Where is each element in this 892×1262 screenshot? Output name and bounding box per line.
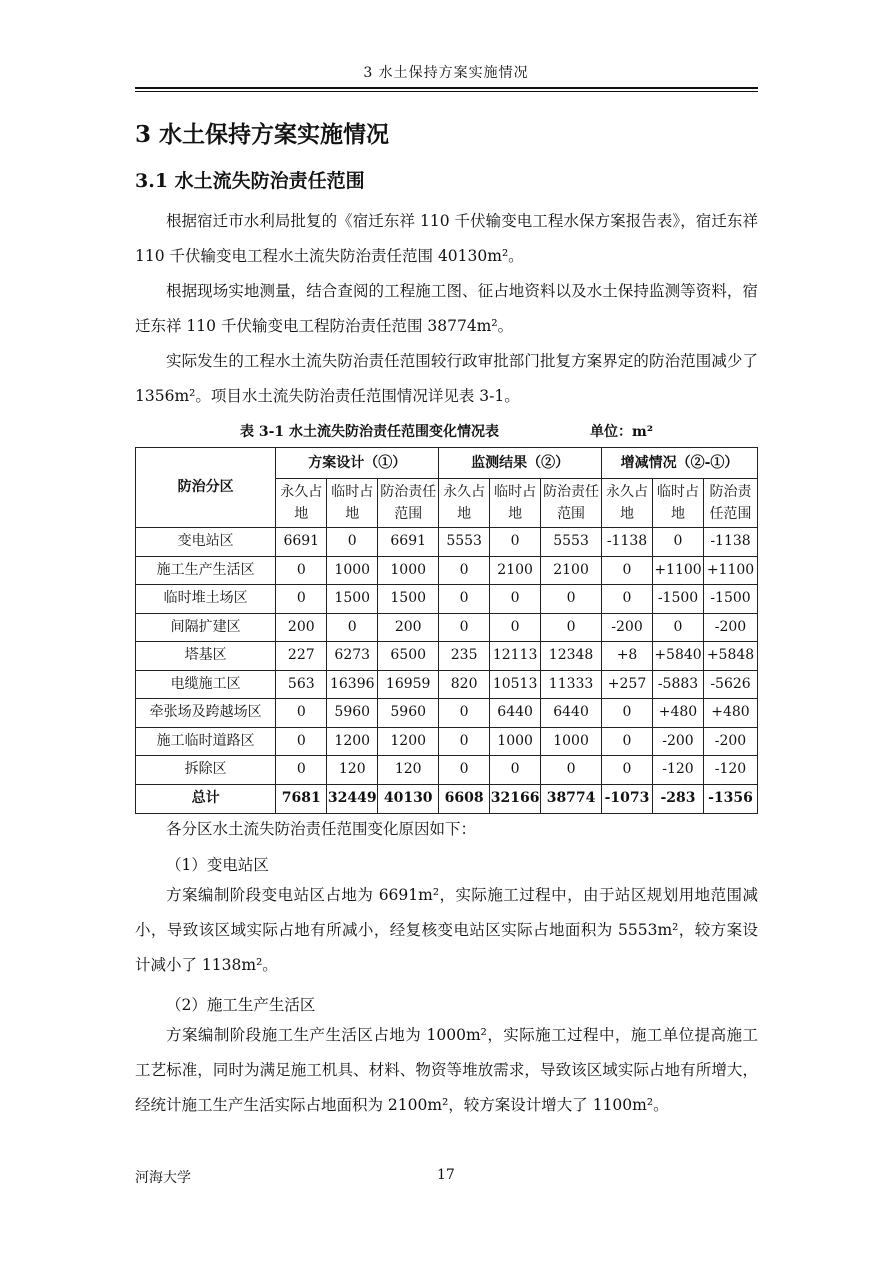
value-cell: 12113 <box>490 642 541 671</box>
table-row <box>136 528 758 557</box>
value-cell: 0 <box>276 727 327 756</box>
paragraph-8: 方案编制阶段施工生产生活区占地为 1000m²，实际施工过程中，施工单位提高施工工艺标准，同时为满足施工机具、材料、物资等堆放需求，导致该区域实际占地有所增大，经统计施工生产生活实际占地面积为 2100m²，较方案设计增大了 1100m²。 <box>135 1026 758 1114</box>
value-cell: -5883 <box>653 670 704 699</box>
paragraph-2: 根据现场实地测量，结合查阅的工程施工图、征占地资料以及水土保持监测等资料，宿迁东祥 110 千伏输变电工程防治责任范围 38774m²。 <box>135 282 758 335</box>
table-row <box>136 613 758 642</box>
value-cell: 6691 <box>276 528 327 557</box>
table-row <box>136 585 758 614</box>
value-cell: -5626 <box>703 670 757 699</box>
subcol-header: 永久占地 <box>276 479 327 528</box>
value-cell: 16959 <box>378 670 439 699</box>
total-value-cell: 6608 <box>439 784 490 813</box>
zone-name-cell: 施工生产生活区 <box>136 556 276 585</box>
table-caption-title: 表 3-1 水土流失防治责任范围变化情况表 <box>240 424 500 440</box>
value-cell: 10513 <box>490 670 541 699</box>
table-row <box>136 670 758 699</box>
value-cell: 563 <box>276 670 327 699</box>
zone-name-cell: 电缆施工区 <box>136 670 276 699</box>
value-cell: 0 <box>439 585 490 614</box>
value-cell: -1500 <box>653 585 704 614</box>
value-cell: -200 <box>653 727 704 756</box>
value-cell: 0 <box>602 699 653 728</box>
value-cell: 0 <box>439 756 490 785</box>
value-cell: +5848 <box>703 642 757 671</box>
footer-institution: 河海大学 <box>135 1170 191 1186</box>
value-cell: -200 <box>703 727 757 756</box>
subcol-header: 永久占地 <box>439 479 490 528</box>
value-cell: -120 <box>703 756 757 785</box>
value-cell: -200 <box>602 613 653 642</box>
value-cell: 12348 <box>541 642 602 671</box>
zone-name-cell: 牵张场及跨越场区 <box>136 699 276 728</box>
table-row <box>136 556 758 585</box>
paragraph-4: 各分区水土流失防治责任范围变化原因如下： <box>166 820 477 838</box>
table-row <box>136 699 758 728</box>
value-cell: 6273 <box>327 642 378 671</box>
total-value-cell: -283 <box>653 784 704 813</box>
value-cell: 0 <box>490 585 541 614</box>
value-cell: 0 <box>541 585 602 614</box>
value-cell: +257 <box>602 670 653 699</box>
value-cell: 2100 <box>490 556 541 585</box>
total-value-cell: 32166 <box>490 784 541 813</box>
page-number: 17 <box>437 1167 455 1183</box>
value-cell: 5960 <box>378 699 439 728</box>
value-cell: 0 <box>653 528 704 557</box>
value-cell: -1500 <box>703 585 757 614</box>
value-cell: 1500 <box>378 585 439 614</box>
value-cell: 5553 <box>541 528 602 557</box>
responsibility-table <box>135 447 758 814</box>
value-cell: 0 <box>541 613 602 642</box>
zone-name-cell: 塔基区 <box>136 642 276 671</box>
value-cell: 235 <box>439 642 490 671</box>
value-cell: -200 <box>703 613 757 642</box>
value-cell: +480 <box>703 699 757 728</box>
subcol-header: 防治责任范围 <box>378 479 439 528</box>
subcol-header: 防治责任范围 <box>541 479 602 528</box>
total-label-cell: 总计 <box>136 784 276 813</box>
subcol-header: 防治责任范围 <box>703 479 757 528</box>
value-cell: 820 <box>439 670 490 699</box>
value-cell: 0 <box>490 528 541 557</box>
table-unit: 单位：m² <box>590 424 653 440</box>
value-cell: 0 <box>276 756 327 785</box>
total-row <box>136 784 758 813</box>
value-cell: 1200 <box>378 727 439 756</box>
value-cell: 0 <box>276 699 327 728</box>
value-cell: 5960 <box>327 699 378 728</box>
zone-name-cell: 施工临时道路区 <box>136 727 276 756</box>
value-cell: +5840 <box>653 642 704 671</box>
value-cell: 16396 <box>327 670 378 699</box>
value-cell: +1100 <box>653 556 704 585</box>
value-cell: 0 <box>439 556 490 585</box>
chapter-heading: 3 水土保持方案实施情况 <box>135 121 390 148</box>
value-cell: -120 <box>653 756 704 785</box>
value-cell: 5553 <box>439 528 490 557</box>
total-value-cell: 40130 <box>378 784 439 813</box>
value-cell: +8 <box>602 642 653 671</box>
value-cell: 6440 <box>541 699 602 728</box>
subcol-header: 永久占地 <box>602 479 653 528</box>
table-row <box>136 727 758 756</box>
paragraph-5: （1）变电站区 <box>166 856 269 874</box>
paragraph-7: （2）施工生产生活区 <box>166 996 316 1014</box>
value-cell: 1200 <box>327 727 378 756</box>
value-cell: 1000 <box>327 556 378 585</box>
total-value-cell: 38774 <box>541 784 602 813</box>
value-cell: 0 <box>602 585 653 614</box>
total-value-cell: 7681 <box>276 784 327 813</box>
section-heading: 3.1 水土流失防治责任范围 <box>135 170 365 192</box>
total-value-cell: -1073 <box>602 784 653 813</box>
value-cell: 0 <box>439 613 490 642</box>
value-cell: 0 <box>602 756 653 785</box>
total-value-cell: -1356 <box>703 784 757 813</box>
value-cell: 6500 <box>378 642 439 671</box>
zone-name-cell: 间隔扩建区 <box>136 613 276 642</box>
value-cell: 120 <box>327 756 378 785</box>
value-cell: 0 <box>602 727 653 756</box>
value-cell: 1000 <box>378 556 439 585</box>
total-value-cell: 32449 <box>327 784 378 813</box>
subcol-header: 临时占地 <box>490 479 541 528</box>
value-cell: 0 <box>653 613 704 642</box>
value-cell: +480 <box>653 699 704 728</box>
value-cell: 0 <box>439 727 490 756</box>
value-cell: 0 <box>276 585 327 614</box>
value-cell: 1000 <box>490 727 541 756</box>
value-cell: 200 <box>276 613 327 642</box>
table-row <box>136 756 758 785</box>
value-cell: 6440 <box>490 699 541 728</box>
value-cell: -1138 <box>703 528 757 557</box>
subcol-header: 临时占地 <box>653 479 704 528</box>
value-cell: 0 <box>602 556 653 585</box>
value-cell: 0 <box>541 756 602 785</box>
group-header-change: 增减情况（②-①） <box>602 448 758 479</box>
value-cell: 200 <box>378 613 439 642</box>
value-cell: 0 <box>490 756 541 785</box>
value-cell: 11333 <box>541 670 602 699</box>
zone-name-cell: 拆除区 <box>136 756 276 785</box>
value-cell: 1500 <box>327 585 378 614</box>
paragraph-3: 实际发生的工程水土流失防治责任范围较行政审批部门批复方案界定的防治范围减少了 1356m²。项目水土流失防治责任范围情况详见表 3-1。 <box>135 352 758 405</box>
group-header-plan: 方案设计（①） <box>276 448 439 479</box>
col-zone-header: 防治分区 <box>136 448 276 528</box>
table-row <box>136 642 758 671</box>
value-cell: 2100 <box>541 556 602 585</box>
zone-name-cell: 临时堆土场区 <box>136 585 276 614</box>
value-cell: 0 <box>276 556 327 585</box>
group-header-monitor: 监测结果（②） <box>439 448 602 479</box>
subcol-header: 临时占地 <box>327 479 378 528</box>
value-cell: -1138 <box>602 528 653 557</box>
value-cell: 0 <box>327 613 378 642</box>
running-header: 3 水土保持方案实施情况 <box>363 65 529 81</box>
value-cell: 227 <box>276 642 327 671</box>
value-cell: 6691 <box>378 528 439 557</box>
paragraph-6: 方案编制阶段变电站区占地为 6691m²，实际施工过程中，由于站区规划用地范围减小，导致该区域实际占地有所减小，经复核变电站区实际占地面积为 5553m²，较方案设计减小了 1138m²。 <box>135 886 758 974</box>
value-cell: 0 <box>490 613 541 642</box>
paragraph-1: 根据宿迁市水利局批复的《宿迁东祥 110 千伏输变电工程水保方案报告表》，宿迁东祥 110 千伏输变电工程水土流失防治责任范围 40130m²。 <box>135 212 758 265</box>
value-cell: 0 <box>327 528 378 557</box>
header-rule <box>135 87 758 92</box>
value-cell: 120 <box>378 756 439 785</box>
value-cell: 0 <box>439 699 490 728</box>
value-cell: 1000 <box>541 727 602 756</box>
value-cell: +1100 <box>703 556 757 585</box>
zone-name-cell: 变电站区 <box>136 528 276 557</box>
